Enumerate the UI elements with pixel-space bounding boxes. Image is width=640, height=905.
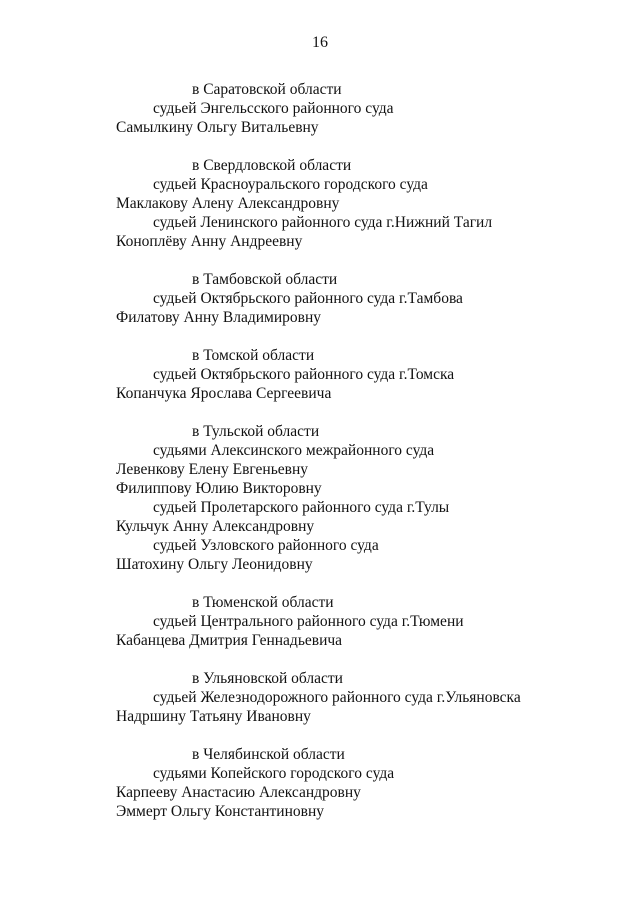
region-heading: в Томской области (192, 347, 315, 364)
region-section (0, 80, 640, 137)
court-line: судьями Алексинского межрайонного суда (153, 442, 435, 459)
person-name: Кабанцева Дмитрия Геннадьевича (116, 632, 343, 649)
region-section (0, 346, 640, 403)
region-heading: в Тульской области (192, 423, 320, 440)
region-section (0, 593, 640, 650)
region-section (0, 745, 640, 821)
person-name: Копанчука Ярослава Сергеевича (116, 385, 332, 402)
person-name: Карпееву Анастасию Александровну (116, 784, 361, 801)
court-line: судьей Узловского районного суда (153, 537, 379, 554)
region-heading: в Тамбовской области (192, 271, 338, 288)
court-line: судьей Железнодорожного районного суда г.Ульяновска (153, 689, 521, 706)
court-line: судьей Центрального районного суда г.Тюмени (153, 613, 464, 630)
region-heading: в Свердловской области (192, 157, 352, 174)
person-name: Самылкину Ольгу Витальевну (116, 119, 319, 136)
court-line: судьей Октябрьского районного суда г.Тамбова (153, 290, 463, 307)
person-name: Кульчук Анну Александровну (116, 518, 315, 535)
court-line: судьей Энгельсского районного суда (153, 100, 394, 117)
person-name: Филатову Анну Владимировну (116, 309, 321, 326)
region-heading: в Саратовской области (192, 81, 342, 98)
region-section (0, 270, 640, 327)
person-name: Коноплёву Анну Андреевну (116, 233, 303, 250)
court-line: судьей Пролетарского районного суда г.Тулы (153, 499, 450, 516)
court-line: судьей Октябрьского районного суда г.Томска (153, 366, 455, 383)
region-heading: в Челябинской области (192, 746, 345, 763)
court-line: судьей Красноуральского городского суда (153, 176, 428, 193)
appointment-list (0, 80, 640, 840)
region-section (0, 156, 640, 251)
region-heading: в Тюменской области (192, 594, 334, 611)
court-line: судьями Копейского городского суда (153, 765, 395, 782)
person-name: Левенкову Елену Евгеньевну (116, 461, 309, 478)
person-name: Маклакову Алену Александровну (116, 195, 340, 212)
region-section (0, 422, 640, 574)
region-section (0, 669, 640, 726)
person-name: Эммерт Ольгу Константиновну (116, 803, 325, 820)
person-name: Надршину Татьяну Ивановну (116, 708, 311, 725)
page-number: 16 (312, 34, 328, 51)
region-heading: в Ульяновской области (192, 670, 343, 687)
person-name: Шатохину Ольгу Леонидовну (116, 556, 313, 573)
court-line: судьей Ленинского районного суда г.Нижний Тагил (153, 214, 493, 231)
person-name: Филиппову Юлию Викторовну (116, 480, 322, 497)
